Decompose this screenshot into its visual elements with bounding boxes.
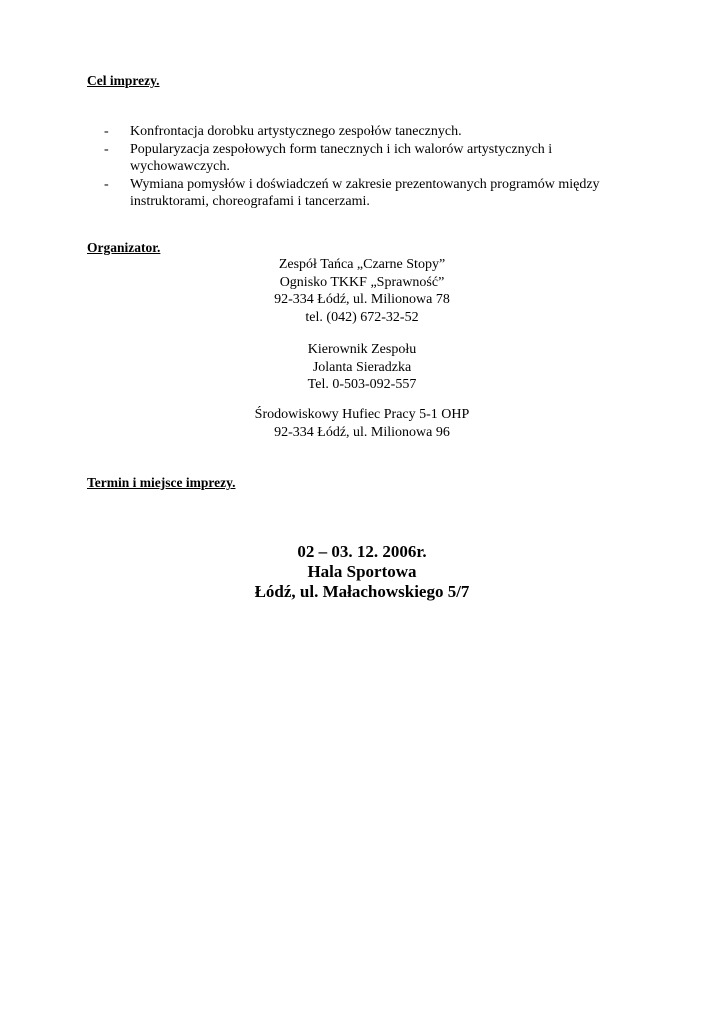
goal-text-continued: wychowawczych. <box>130 159 230 174</box>
organizer-heading: Organizator. <box>87 240 161 255</box>
goal-text: Wymiana pomysłów i doświadczeń w zakresie prezentowanych programów między <box>130 176 600 192</box>
manager-name: Jolanta Sieradzka <box>312 359 412 375</box>
list-item <box>104 123 624 141</box>
co-organizer-address: 92-334 Łódź, ul. Milionowa 96 <box>274 424 450 440</box>
list-item <box>104 141 624 176</box>
event-details <box>0 542 724 602</box>
goal-text-continued: instruktorami, choreografami i tancerzami. <box>130 194 370 209</box>
organizer-club: Ognisko TKKF „Sprawność” <box>279 274 445 290</box>
manager-block <box>0 341 724 394</box>
manager-phone: Tel. 0-503-092-557 <box>307 377 417 392</box>
goals-list <box>104 123 624 211</box>
list-item <box>104 176 624 211</box>
organizer-name: Zespół Tańca „Czarne Stopy” <box>278 257 446 272</box>
list-dash: - <box>104 141 109 157</box>
co-organizer-block <box>0 406 724 441</box>
organizer-address-block <box>0 256 724 326</box>
list-dash: - <box>104 124 109 139</box>
organizer-address: 92-334 Łódź, ul. Milionowa 78 <box>274 292 450 307</box>
event-date: 02 – 03. 12. 2006r. <box>297 542 427 561</box>
manager-title: Kierownik Zespołu <box>307 342 417 357</box>
co-organizer-name: Środowiskowy Hufiec Pracy 5-1 OHP <box>254 407 470 422</box>
event-venue: Hala Sportowa <box>307 562 417 581</box>
date-place-heading: Termin i miejsce imprezy. <box>87 475 236 490</box>
list-dash: - <box>104 176 109 192</box>
event-address: Łódź, ul. Małachowskiego 5/7 <box>254 582 470 601</box>
goal-heading: Cel imprezy. <box>87 73 160 88</box>
goal-text: Konfrontacja dorobku artystycznego zespołów tanecznych. <box>130 124 462 139</box>
organizer-phone: tel. (042) 672-32-52 <box>305 309 419 325</box>
goal-text: Popularyzacja zespołowych form tanecznych i ich walorów artystycznych i <box>130 141 553 157</box>
